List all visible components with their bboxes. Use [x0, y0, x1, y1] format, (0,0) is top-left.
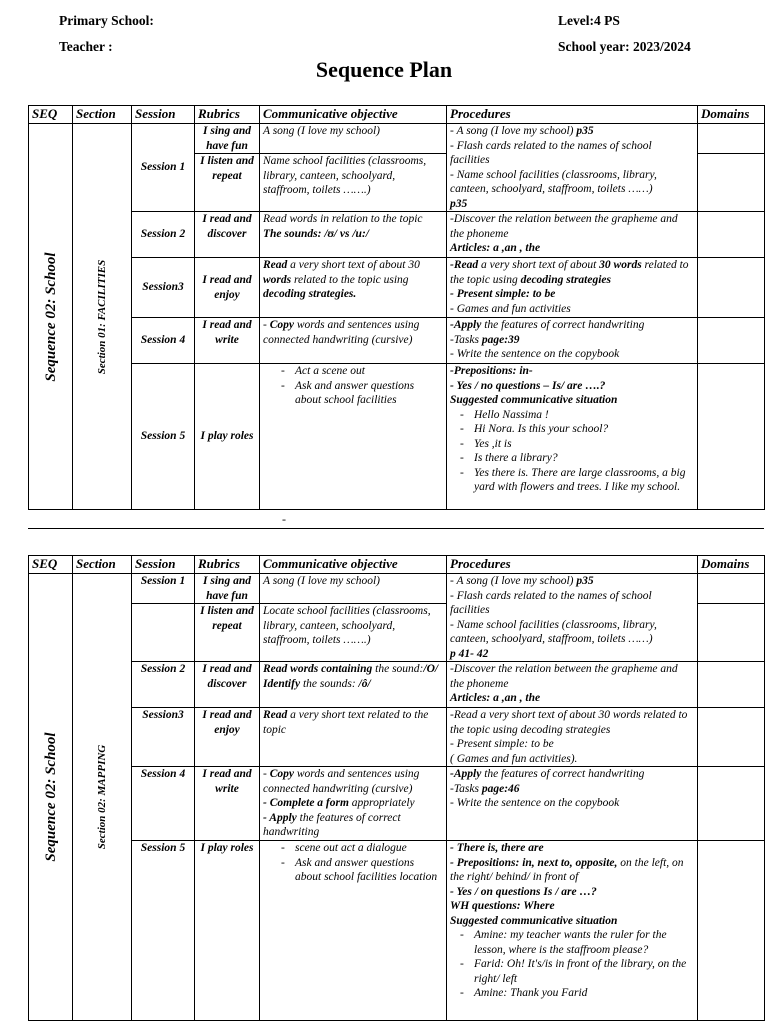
page-title: Sequence Plan [315, 57, 453, 82]
obj-bold: /ô/ [358, 677, 371, 690]
procedures-session-1 [447, 124, 698, 212]
col-header-domains: Domains [698, 106, 765, 124]
domains-cell [698, 662, 765, 708]
proc-text: -Tasks [450, 333, 482, 346]
objective-read-words [260, 662, 447, 708]
objective-locate-facilities: Locate school facilities (classrooms, library, canteen, schoolyard, staffroom, toilets …….) [260, 604, 447, 662]
dialogue-line: - Yes there is. There are large classrooms, a big yard with flowers and trees. I like my school. [474, 466, 694, 495]
rubric-sing: I sing and have fun [195, 574, 260, 604]
proc-bold: -Prepositions: in- [450, 365, 533, 377]
domains-cell [698, 708, 765, 767]
seq-cell [29, 124, 73, 510]
obj-text: a very short text of about 30 [287, 259, 420, 271]
table-row [29, 258, 765, 318]
proc-text: - A song (I love my school) [450, 575, 577, 587]
proc-text: - Name school facilities (classrooms, library, canteen, schoolyard, staffroom, toilets ……) [450, 168, 657, 195]
proc-text: - Name school facilities (classrooms, library, canteen, schoolyard, staffroom, toilets ……) [450, 618, 657, 645]
rubric-read-discover: I read and discover [195, 662, 260, 708]
proc-bold: Suggested communicative situation [450, 914, 618, 927]
domains-cell [698, 364, 765, 510]
objective-read-text [260, 708, 447, 767]
col-header-procedures: Procedures [447, 106, 698, 124]
proc-bold: - Yes / no questions – Is/ are ….? [450, 379, 606, 392]
col-header-session: Session [132, 106, 195, 124]
rubric-read-write: I read and write [195, 767, 260, 841]
proc-page: p35 [576, 125, 594, 137]
proc-page: page:39 [481, 333, 520, 346]
domains-cell [698, 767, 765, 841]
session-3-cell: Session3 [132, 708, 195, 767]
obj-text: - [263, 319, 270, 331]
procedures-session-3 [447, 708, 698, 767]
session-4-cell: Session 4 [132, 767, 195, 841]
objective-name-facilities: Name school facilities (classrooms, library, canteen, schoolyard, staffroom, toilets …….) [260, 154, 447, 212]
obj-text: a very short text related to the topic [263, 709, 429, 736]
proc-bold: - There is, there are [450, 842, 544, 854]
procedures-session-5 [447, 364, 698, 510]
proc-text: a very short text of about [478, 259, 600, 271]
proc-text: ( Games and fun activities). [450, 752, 578, 765]
col-header-section: Section [73, 106, 132, 124]
session-2-cell: Session 2 [132, 662, 195, 708]
proc-articles: Articles: a ,an , the [450, 692, 541, 704]
dialogue-line: - Is there a library? [474, 451, 694, 466]
rubric-play-roles [195, 364, 260, 510]
obj-bold: /O/ [423, 663, 439, 675]
proc-page: p 41- 42 [450, 647, 489, 660]
sequence-label: Sequence 02: School [42, 251, 59, 382]
domains-cell [698, 124, 765, 154]
table-row [29, 574, 765, 604]
proc-text: -Discover the relation between the grapheme and the phoneme [450, 213, 678, 240]
obj-bold: - Apply [263, 811, 297, 824]
section-cell [73, 574, 132, 1021]
list-item: - Ask and answer questions about school facilities location [295, 856, 443, 885]
separator-mark: - [282, 512, 286, 526]
objective-song: A song (I love my school) [260, 574, 447, 604]
obj-text: appropriately [348, 797, 415, 809]
list-item: - scene out act a dialogue [295, 841, 443, 856]
col-header-domains: Domains [698, 556, 765, 574]
objective-act [260, 841, 447, 1021]
proc-text: -Read a very short text of about 30 words related to the topic using decoding strategies [450, 709, 688, 736]
domains-cell [698, 574, 765, 604]
level-label: Level:4 PS [558, 13, 620, 28]
obj-text: related to the topic using [291, 273, 409, 286]
proc-text: - Flash cards related to the names of school facilities [450, 139, 652, 166]
proc-page: page:46 [481, 782, 520, 795]
rubric-label: I play roles [200, 430, 254, 443]
table-header-row [29, 106, 765, 124]
procedures-session-4 [447, 318, 698, 364]
obj-bold: Copy [269, 319, 294, 331]
col-header-seq: SEQ [29, 556, 73, 574]
proc-text: -Discover the relation between the grapheme and the phoneme [450, 663, 678, 690]
table-row [29, 708, 765, 767]
session-5-cell: Session 5 [132, 841, 195, 1021]
obj-text: the features of correct handwriting [263, 811, 401, 838]
session-empty-cell [132, 604, 195, 662]
sequence-table-2 [28, 555, 765, 1021]
obj-bold: - Complete a form [263, 797, 349, 809]
obj-text: Read words in relation to the topic [263, 213, 423, 225]
rubric-read-write: I read and write [195, 318, 260, 364]
section-label: Section 02: MAPPING [95, 744, 108, 850]
procedures-session-3 [447, 258, 698, 318]
proc-page: p35 [576, 575, 594, 587]
domains-cell [698, 154, 765, 212]
dialogue-line: - Hello Nassima ! [474, 408, 694, 423]
obj-text: - [263, 768, 270, 780]
obj-bold: decoding strategies. [263, 288, 357, 300]
proc-bold: - Present simple: to be [450, 288, 556, 300]
objective-copy [260, 767, 447, 841]
seq-cell [29, 574, 73, 1021]
procedures-session-5 [447, 841, 698, 1021]
proc-text: - A song (I love my school) [450, 125, 577, 137]
col-header-objective: Communicative objective [260, 106, 447, 124]
col-header-rubrics: Rubrics [195, 556, 260, 574]
procedures-session-4 [447, 767, 698, 841]
obj-bold: Read words containing [263, 663, 373, 675]
domains-cell [698, 212, 765, 258]
col-header-seq: SEQ [29, 106, 73, 124]
proc-text: - Present simple: to be [450, 738, 554, 750]
proc-bold: WH questions: Where [450, 900, 555, 912]
objective-copy [260, 318, 447, 364]
proc-bold: decoding strategies [520, 273, 611, 286]
table-row [29, 364, 765, 510]
rubric-play-roles: I play roles [195, 841, 260, 1021]
proc-text: on the left, on the right/ behind/ in front of [450, 856, 684, 883]
table-row [29, 841, 765, 1021]
proc-page: p35 [450, 197, 468, 210]
procedures-session-1 [447, 574, 698, 662]
section-label: Section 01: FACILITIES [95, 259, 108, 374]
col-header-rubrics: Rubrics [195, 106, 260, 124]
proc-bold: - Yes / on questions Is / are …? [450, 885, 597, 898]
col-header-section: Section [73, 556, 132, 574]
objective-act [260, 364, 447, 510]
session-2-cell: Session 2 [132, 212, 195, 258]
domains-cell [698, 841, 765, 1021]
procedures-session-2 [447, 212, 698, 258]
table-header-row [29, 556, 765, 574]
list-item: - Act a scene out [295, 364, 443, 379]
dialogue-line: - Farid: Oh! It's/is in front of the library, on the right/ left [474, 957, 694, 986]
domains-cell [698, 318, 765, 364]
obj-text: the sound: [372, 663, 424, 675]
table-row [29, 124, 765, 154]
obj-bold: Read [263, 259, 288, 271]
session-4-cell: Session 4 [132, 318, 195, 364]
teacher-label: Teacher : [59, 39, 113, 54]
session-3-cell: Session3 [132, 258, 195, 318]
dialogue-line: - Hi Nora. Is this your school? [474, 422, 694, 437]
obj-bold: words [263, 273, 292, 286]
dialogue-line: - Amine: Thank you Farid [474, 986, 694, 1001]
list-item: - Ask and answer questions about school facilities [295, 379, 443, 408]
session-1-cell: Session 1 [132, 124, 195, 212]
obj-text: words and sentences using connected handwriting (cursive) [263, 768, 420, 795]
rubric-label: I read and enjoy [202, 274, 252, 301]
obj-text: the sounds: [300, 677, 359, 690]
session-5-cell: Session 5 [132, 364, 195, 510]
rubric-read-discover: I read and discover [195, 212, 260, 258]
objective-song: A song (I love my school) [260, 124, 447, 154]
rubric-listen: I listen and repeat [195, 604, 260, 662]
obj-sounds: The sounds: /ʊ/ vs /u:/ [263, 227, 369, 240]
proc-text: related to the topic using [450, 259, 689, 286]
table-row [29, 662, 765, 708]
proc-bold: Suggested communicative situation [450, 394, 618, 406]
col-header-objective: Communicative objective [260, 556, 447, 574]
table-row [29, 212, 765, 258]
rubric-read-enjoy [195, 258, 260, 318]
col-header-procedures: Procedures [447, 556, 698, 574]
obj-bold: Read [263, 709, 288, 721]
rubric-listen: I listen and repeat [195, 154, 260, 212]
rubric-sing: I sing and have fun [195, 124, 260, 154]
obj-bold: Identify [263, 677, 301, 690]
proc-text: the features of correct handwriting [481, 768, 645, 780]
domains-cell [698, 258, 765, 318]
obj-text: words and sentences using connected handwriting (cursive) [263, 319, 420, 346]
proc-text: -Tasks [450, 782, 482, 795]
obj-bold: Copy [269, 768, 294, 780]
proc-text: - Write the sentence on the copybook [450, 348, 620, 360]
proc-bold: -Apply [450, 319, 482, 331]
proc-text: - Games and fun activities [450, 302, 571, 315]
proc-bold: -Read [450, 259, 479, 271]
sequence-label: Sequence 02: School [42, 732, 59, 862]
session-1-cell: Session 1 [132, 574, 195, 604]
proc-bold: 30 words [599, 259, 642, 271]
section-cell [73, 124, 132, 510]
col-header-session: Session [132, 556, 195, 574]
sequence-table-1 [28, 105, 765, 510]
dialogue-line: - Yes ,it is [474, 437, 694, 452]
domains-cell [698, 604, 765, 662]
proc-text: - Flash cards related to the names of school facilities [450, 589, 652, 616]
table-row [29, 767, 765, 841]
proc-articles: Articles: a ,an , the [450, 242, 541, 254]
table-row [29, 318, 765, 364]
proc-bold: -Apply [450, 768, 482, 780]
objective-read-words [260, 212, 447, 258]
primary-school-label: Primary School: [59, 13, 154, 28]
procedures-session-2 [447, 662, 698, 708]
proc-bold: - Prepositions: in, next to, opposite, [450, 856, 618, 869]
proc-text: the features of correct handwriting [481, 319, 645, 331]
school-year-label: School year: 2023/2024 [558, 39, 691, 54]
page-separator [28, 528, 764, 529]
proc-text: - Write the sentence on the copybook [450, 797, 620, 809]
dialogue-line: - Amine: my teacher wants the ruler for the lesson, where is the staffroom please? [474, 928, 694, 957]
rubric-read-enjoy: I read and enjoy [195, 708, 260, 767]
objective-read-text [260, 258, 447, 318]
